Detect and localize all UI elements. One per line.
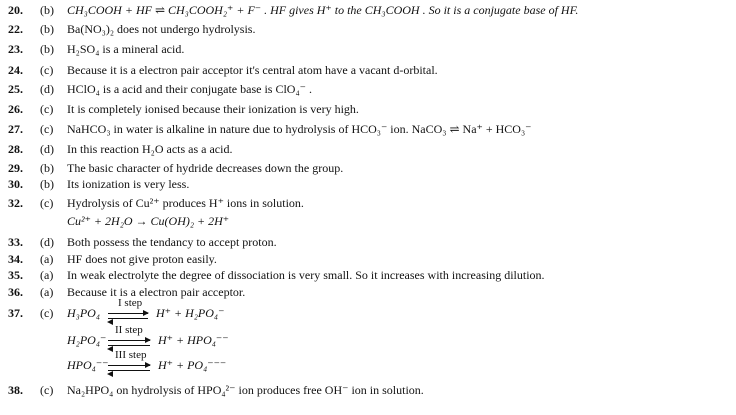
step1-label: I step	[118, 297, 143, 309]
answer-option: (a)	[40, 268, 54, 282]
answer-text: HClO₄ is a acid and their conjugate base is ClO₄⁻ .	[67, 82, 312, 96]
step3-left: HPO₄⁻⁻	[67, 358, 109, 372]
answer-text: Because it is a electron pair acceptor.	[67, 285, 246, 299]
question-number: 29.	[8, 161, 23, 175]
answer-option: (a)	[40, 285, 54, 299]
answer-option: (c)	[40, 63, 54, 77]
question-number: 20.	[8, 3, 23, 17]
question-number: 22.	[8, 22, 23, 36]
answer-option: (d)	[40, 82, 54, 96]
step2-left: H₂PO₄⁻	[67, 333, 107, 347]
answer-text: In this reaction H₂O acts as a acid.	[67, 142, 233, 156]
answer-option: (c)	[40, 102, 54, 116]
answer-text: Na₂HPO₄ on hydrolysis of HPO₄²⁻ ion produces free OH⁻ ion in solution.	[67, 383, 424, 397]
step3-reverse-arrow	[108, 370, 150, 372]
answer-option: (d)	[40, 235, 54, 249]
answer-option: (c)	[40, 383, 54, 397]
answer-text: Its ionization is very less.	[67, 177, 190, 191]
question-number: 28.	[8, 142, 23, 156]
question-number: 25.	[8, 82, 23, 96]
answer-text: Both possess the tendancy to accept proton.	[67, 235, 277, 249]
step3-label: III step	[115, 349, 147, 361]
answer-text: NaHCO₃ in water is alkaline in nature due to hydrolysis of HCO₃⁻ ion. NaCO₃ ⇌ Na⁺ + HCO₃⁻	[67, 122, 532, 136]
question-number: 37.	[8, 306, 23, 320]
answer-option: (b)	[40, 177, 54, 191]
answer-text: In weak electrolyte the degree of dissociation is very small. So it increases with increasing dilution.	[67, 268, 545, 282]
question-number: 36.	[8, 285, 23, 299]
answer-option: (b)	[40, 3, 54, 17]
answer-text: CH₃COOH + HF ⇌ CH₃COOH₂⁺ + F⁻ . HF gives H⁺ to the CH₃COOH . So it is a conjugate base of HF.	[67, 3, 579, 17]
step1-left: H₃PO₄	[67, 306, 101, 320]
answer-option: (c)	[40, 306, 54, 320]
answer-text: H₂SO₄ is a mineral acid.	[67, 42, 185, 56]
answer-option: (b)	[40, 22, 54, 36]
answer-text: It is completely ionised because their ionization is very high.	[67, 102, 359, 116]
answer-option: (d)	[40, 142, 54, 156]
answer-text: The basic character of hydride decreases down the group.	[67, 161, 344, 175]
question-number: 33.	[8, 235, 23, 249]
answer-text: Because it is a electron pair acceptor it's central atom have a vacant d-orbital.	[67, 63, 438, 77]
question-number: 34.	[8, 252, 23, 266]
question-number: 32.	[8, 196, 23, 210]
question-number: 35.	[8, 268, 23, 282]
question-number: 24.	[8, 63, 23, 77]
answer-option: (b)	[40, 161, 54, 175]
question-number: 38.	[8, 383, 23, 397]
answer-option: (c)	[40, 122, 54, 136]
answer-option: (c)	[40, 196, 54, 210]
answer-text: Ba(NO₃)₂ does not undergo hydrolysis.	[67, 22, 256, 36]
reaction-equation: Cu²⁺ + 2H₂O → Cu(OH)₂ + 2H⁺	[67, 214, 230, 228]
answer-option: (a)	[40, 252, 54, 266]
step1-right: H⁺ + H₂PO₄⁻	[156, 306, 225, 320]
step2-right: H⁺ + HPO₄⁻⁻	[158, 333, 229, 347]
step2-label: II step	[115, 324, 143, 336]
question-number: 26.	[8, 102, 23, 116]
answer-text: HF does not give proton easily.	[67, 252, 217, 266]
step3-right: H⁺ + PO₄⁻⁻⁻	[158, 358, 227, 372]
answer-option: (b)	[40, 42, 54, 56]
question-number: 23.	[8, 42, 23, 56]
step1-reverse-arrow	[108, 318, 148, 320]
answer-text: Hydrolysis of Cu²⁺ produces H⁺ ions in solution.	[67, 196, 304, 210]
step2-reverse-arrow	[108, 345, 150, 347]
question-number: 27.	[8, 122, 23, 136]
question-number: 30.	[8, 177, 23, 191]
